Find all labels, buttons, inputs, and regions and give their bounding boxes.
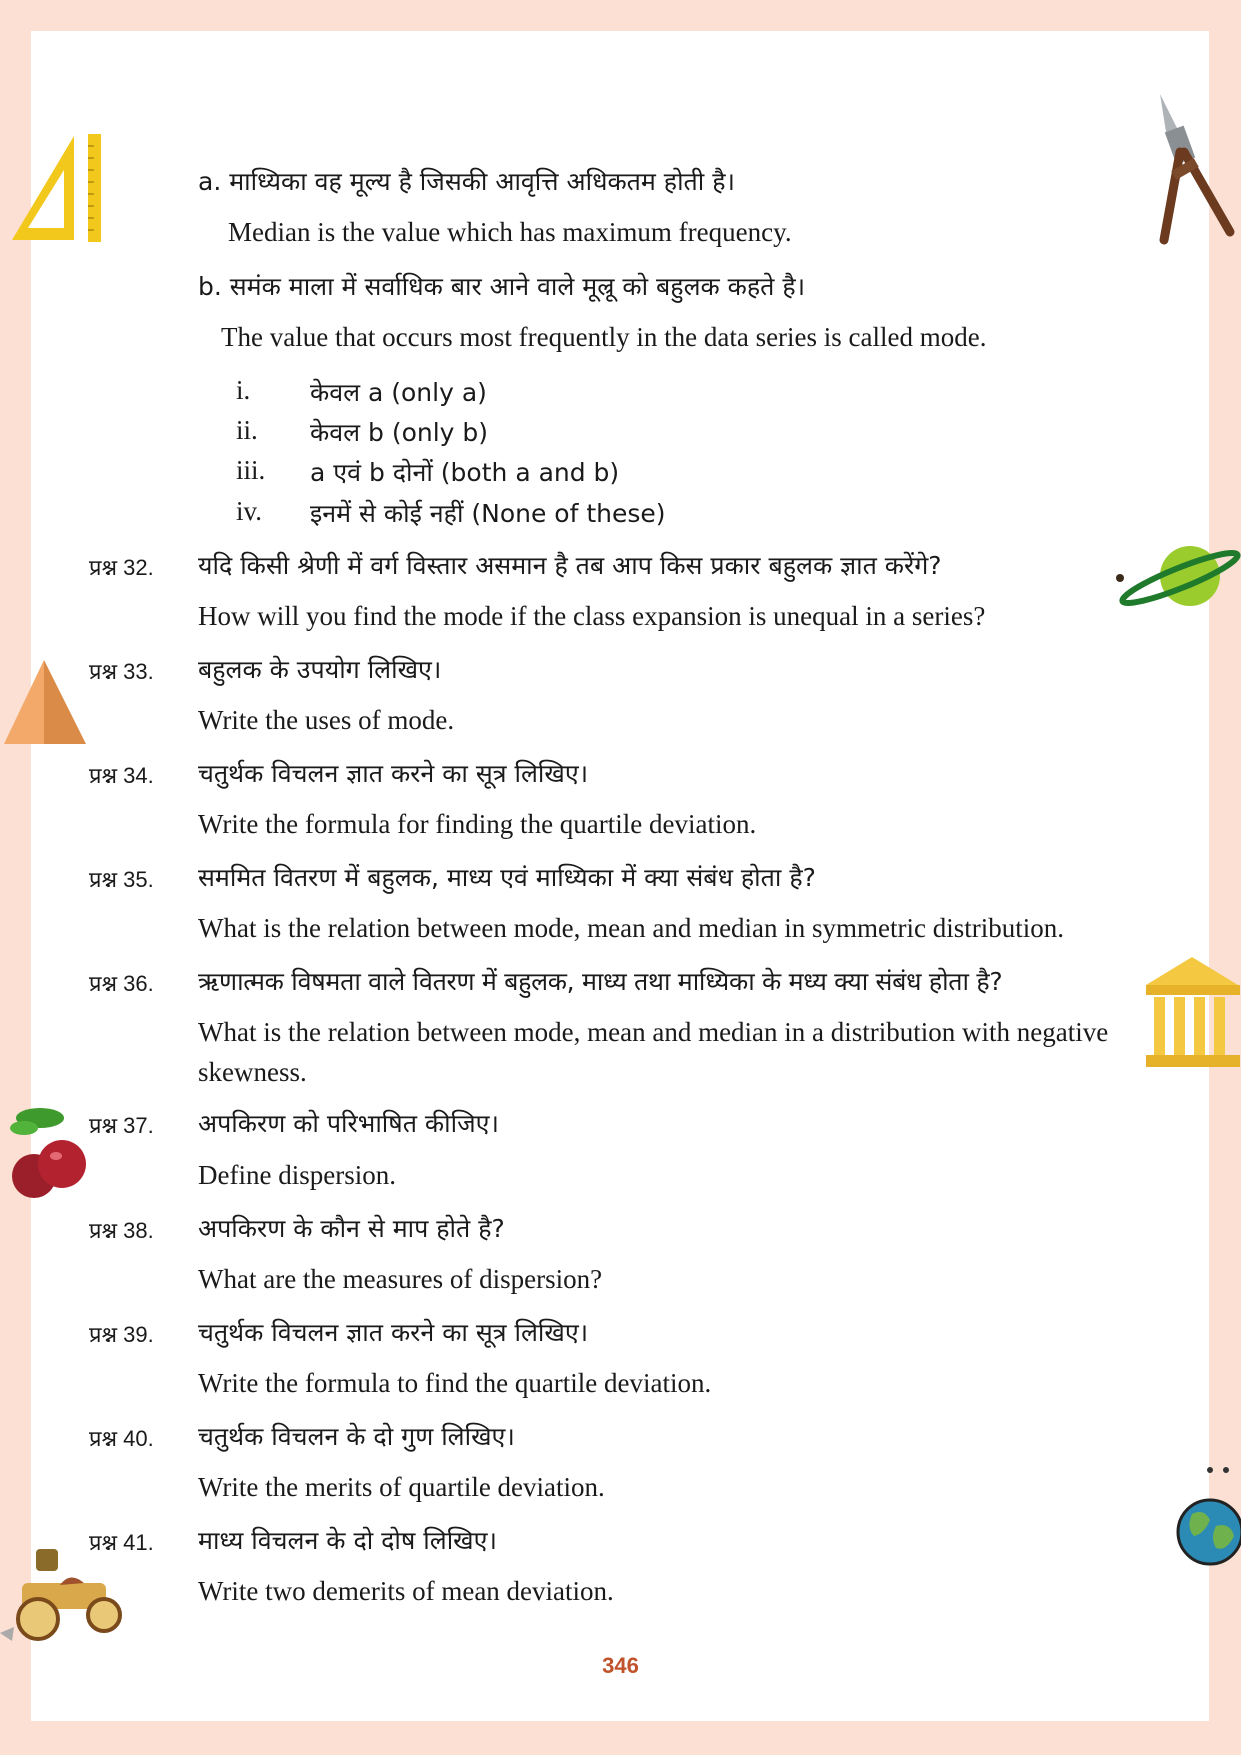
globe-earth-icon: [1170, 1464, 1241, 1570]
option-number: i.: [236, 375, 251, 405]
statement-b-english: The value that occurs most frequently in the data series is called mode.: [221, 322, 987, 352]
question-hindi: यदि किसी श्रेणी में वर्ग विस्तार असमान है तब आप किस प्रकार बहुलक ज्ञात करेंगे?: [198, 551, 942, 580]
question-label: प्रश्न 38.: [89, 1218, 154, 1243]
option-number: iv.: [236, 496, 262, 526]
question-label: प्रश्न 32.: [89, 555, 154, 580]
greek-temple-icon: [1144, 955, 1241, 1070]
statement-a-hindi: a. माध्यिका वह मूल्य है जिसकी आवृत्ति अधिकतम होती है।: [198, 167, 735, 196]
question-english: What are the measures of dispersion?: [198, 1264, 603, 1294]
set-square-ruler-icon: [8, 132, 103, 244]
question-english-continued: skewness.: [198, 1057, 307, 1087]
question-hindi: सममित वितरण में बहुलक, माध्य एवं माध्यिका में क्या संबंध होता है?: [198, 863, 816, 892]
cherries-icon: [4, 1100, 88, 1208]
question-label: प्रश्न 36.: [89, 971, 154, 996]
pyramid-icon: [0, 658, 90, 748]
compass-tool-icon: [1152, 92, 1240, 247]
planet-saturn-icon: [1112, 540, 1241, 615]
question-hindi: बहुलक के उपयोग लिखिए।: [198, 655, 442, 684]
question-english: Write the formula for finding the quartile deviation.: [198, 809, 757, 839]
option-text: a एवं b दोनों (both a and b): [310, 458, 620, 487]
option-number: ii.: [236, 415, 258, 445]
question-hindi: माध्य विचलन के दो दोष लिखिए।: [198, 1526, 497, 1555]
question-label: प्रश्न 33.: [89, 659, 154, 684]
question-label: प्रश्न 34.: [89, 763, 154, 788]
option-text: केवल b (only b): [310, 418, 489, 447]
question-english: Write the merits of quartile deviation.: [198, 1472, 605, 1502]
question-english: What is the relation between mode, mean and median in a distribution with negative: [198, 1017, 1109, 1047]
statement-b-hindi: b. समंक माला में सर्वाधिक बार आने वाले मूल्रू को बहुलक कहते है।: [198, 272, 806, 301]
tractor-cart-icon: [0, 1545, 128, 1645]
question-label: प्रश्न 35.: [89, 867, 154, 892]
question-english: What is the relation between mode, mean and median in symmetric distribution.: [198, 913, 1065, 943]
question-english: How will you find the mode if the class expansion is unequal in a series?: [198, 601, 986, 631]
option-text: केवल a (only a): [310, 378, 487, 407]
question-hindi: अपकिरण के कौन से माप होते है?: [198, 1214, 505, 1243]
statement-a-english: Median is the value which has maximum frequency.: [228, 217, 792, 247]
question-hindi: अपकिरण को परिभाषित कीजिए।: [198, 1109, 499, 1138]
question-label: प्रश्न 40.: [89, 1426, 154, 1451]
question-english: Write the formula to find the quartile deviation.: [198, 1368, 712, 1398]
question-hindi: ऋणात्मक विषमता वाले वितरण में बहुलक, माध्य तथा माध्यिका के मध्य क्या संबंध होता है?: [198, 967, 1003, 996]
question-english: Write the uses of mode.: [198, 705, 455, 735]
option-text: इनमें से कोई नहीं (None of these): [310, 499, 666, 528]
question-label: प्रश्न 39.: [89, 1322, 154, 1347]
question-label: प्रश्न 41.: [89, 1530, 154, 1555]
question-hindi: चतुर्थक विचलन ज्ञात करने का सूत्र लिखिए।: [198, 1318, 589, 1347]
question-english: Define dispersion.: [198, 1160, 396, 1190]
question-label: प्रश्न 37.: [89, 1113, 154, 1138]
option-number: iii.: [236, 455, 266, 485]
page-number: 346: [602, 1653, 639, 1678]
question-english: Write two demerits of mean deviation.: [198, 1576, 614, 1606]
question-hindi: चतुर्थक विचलन ज्ञात करने का सूत्र लिखिए।: [198, 759, 589, 788]
question-hindi: चतुर्थक विचलन के दो गुण लिखिए।: [198, 1422, 515, 1451]
